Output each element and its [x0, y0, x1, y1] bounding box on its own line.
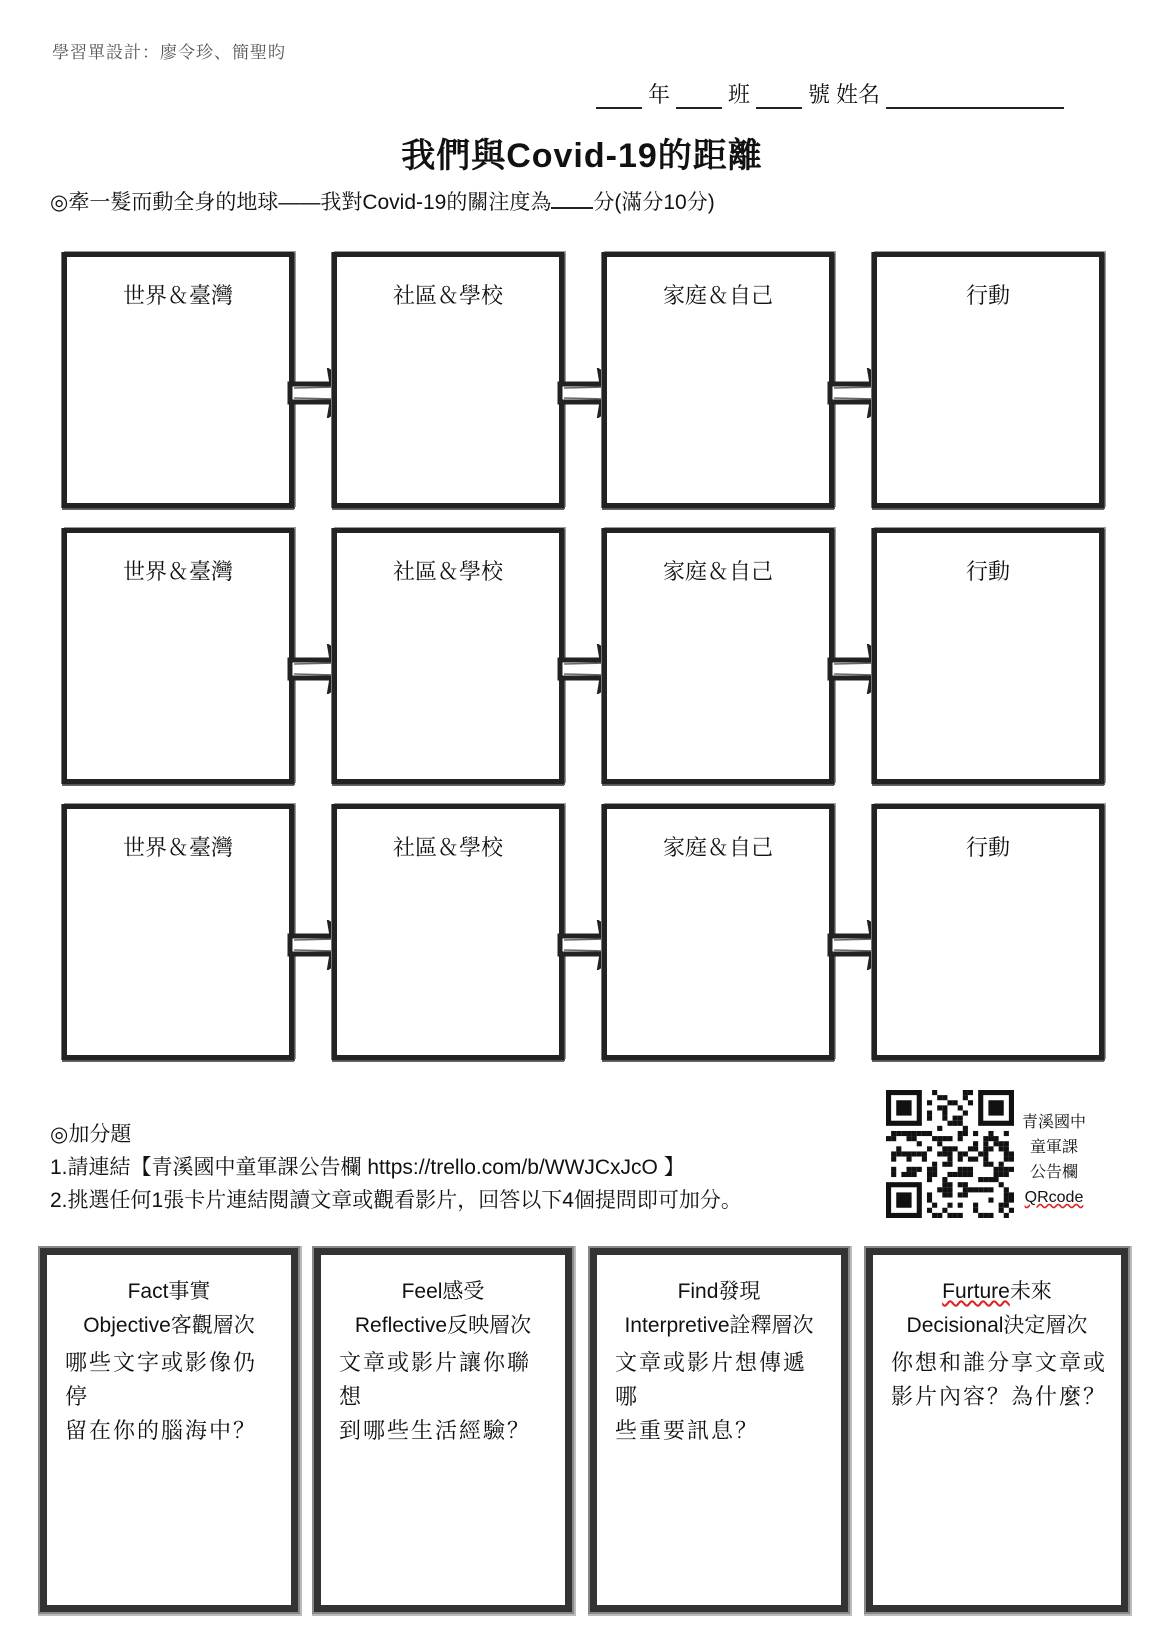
question-level: Decisional決定層次: [906, 1314, 1088, 1337]
question-line: 哪些文字或影像仍停: [65, 1351, 258, 1410]
grid-box-label: 世界＆臺灣: [122, 559, 233, 584]
grid-box-label: 世界＆臺灣: [122, 283, 233, 308]
question-title-zh: 未來: [1009, 1280, 1052, 1303]
question-text[interactable]: [47, 1343, 291, 1449]
bonus-heading: ◎加分題: [50, 1123, 132, 1146]
grid-box-r1-c1[interactable]: [332, 528, 564, 784]
class-label: 班: [727, 82, 750, 107]
question-line: 你想和誰分享文章或: [891, 1351, 1108, 1376]
grid-box-label: 家庭＆自己: [662, 283, 773, 308]
class-blank[interactable]: [676, 85, 722, 109]
page-title: 我們與Covid-19的距離: [401, 137, 763, 175]
grid-box-r2-c0[interactable]: [62, 804, 294, 1060]
grid-box-r1-c3[interactable]: [872, 528, 1104, 784]
qr-caption: [1018, 1110, 1090, 1210]
question-level: Interpretive詮釋層次: [624, 1314, 814, 1337]
bonus-instruction-1: 1.請連結【青溪國中童軍課公告欄 https://trello.com/b/WWJCxJcO 】: [50, 1156, 685, 1179]
question-line: 到哪些生活經驗？: [339, 1419, 532, 1444]
question-title: Find發現: [677, 1280, 761, 1303]
grid-box-label: 行動: [965, 835, 1010, 860]
grid-box-label: 行動: [965, 283, 1010, 308]
question-text[interactable]: [873, 1343, 1121, 1415]
grid-box-label: 行動: [965, 559, 1010, 584]
qr-caption-line: QRcode: [1024, 1189, 1084, 1206]
grid-box-r0-c0[interactable]: [62, 252, 294, 508]
question-box-fact: [40, 1248, 298, 1612]
name-label: 姓名: [835, 82, 880, 107]
grid-box-label: 家庭＆自己: [662, 835, 773, 860]
qr-caption-line: 青溪國中: [1021, 1114, 1086, 1131]
question-title: [873, 1275, 1121, 1309]
grid-box-label: 社區＆學校: [392, 283, 503, 308]
grid-box-r2-c3[interactable]: [872, 804, 1104, 1060]
qr-code-image: [886, 1090, 1014, 1218]
grid-box-r0-c3[interactable]: [872, 252, 1104, 508]
grid-box-label: 社區＆學校: [392, 835, 503, 860]
number-blank[interactable]: [756, 85, 802, 109]
question-title-en: Furture: [942, 1280, 1010, 1303]
question-line: 些重要訊息？: [615, 1419, 760, 1444]
subtitle-after: 分(滿分10分): [593, 191, 715, 214]
grid-box-r2-c2[interactable]: [602, 804, 834, 1060]
number-label: 號: [807, 82, 830, 107]
grid-box-label: 世界＆臺灣: [122, 835, 233, 860]
grid-box-r1-c0[interactable]: [62, 528, 294, 784]
student-info-row: [596, 78, 1064, 109]
question-level: Reflective反映層次: [354, 1314, 532, 1337]
question-text[interactable]: [597, 1343, 841, 1449]
question-line: 影片內容？為什麼？: [891, 1385, 1108, 1410]
question-title: Fact事實: [127, 1280, 211, 1303]
subtitle: [50, 186, 715, 216]
question-level: Objective客觀層次: [83, 1314, 255, 1337]
grade-label: 年: [647, 82, 670, 107]
question-line: 留在你的腦海中？: [65, 1419, 258, 1444]
qr-caption-line: 公告欄: [1029, 1164, 1078, 1181]
grid-box-r0-c2[interactable]: [602, 252, 834, 508]
bonus-instruction-2: 2.挑選任何1張卡片連結閱讀文章或觀看影片，回答以下4個提問即可加分。: [50, 1189, 742, 1212]
question-box-future: [866, 1248, 1128, 1612]
name-blank[interactable]: [886, 85, 1064, 109]
grid-box-label: 社區＆學校: [392, 559, 503, 584]
question-box-feel: [314, 1248, 572, 1612]
question-box-find: [590, 1248, 848, 1612]
question-line: 文章或影片想傳遞哪: [615, 1351, 808, 1410]
designer-credit: 學習單設計：廖令珍、簡聖昀: [52, 43, 286, 62]
qr-caption-line: 童軍課: [1029, 1139, 1078, 1156]
subtitle-before: ◎牽一髮而動全身的地球——我對Covid-19的關注度為: [50, 191, 552, 214]
question-line: 文章或影片讓你聯想: [339, 1351, 532, 1410]
grid-box-label: 家庭＆自己: [662, 559, 773, 584]
grid-box-r2-c1[interactable]: [332, 804, 564, 1060]
question-title: Feel感受: [401, 1280, 485, 1303]
score-blank[interactable]: [551, 189, 593, 209]
grid-box-r1-c2[interactable]: [602, 528, 834, 784]
question-text[interactable]: [321, 1343, 565, 1449]
grid-box-r0-c1[interactable]: [332, 252, 564, 508]
grade-blank[interactable]: [596, 85, 642, 109]
